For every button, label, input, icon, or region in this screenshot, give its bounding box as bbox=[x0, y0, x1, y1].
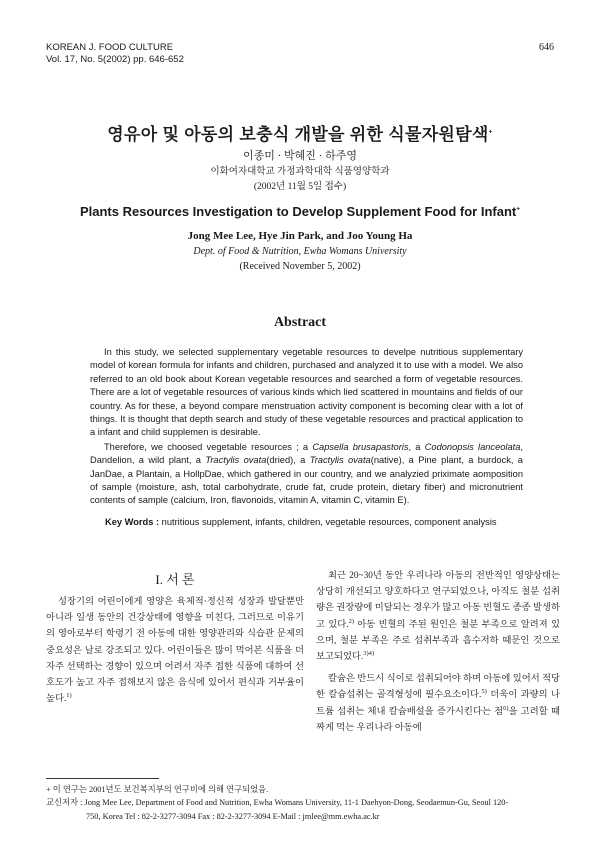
body-text: 최근 20~30년 동안 우리나라 아동의 전반적인 영양상태는 상당히 개선되고 양호하다고 연구되었으나, 아직도 철분 섭취량은 권장량에 미달되는 경우가 많고 아동 빈혈도 종종 발생하고 있다. bbox=[316, 571, 560, 630]
body-paragraph bbox=[46, 594, 304, 707]
korean-authors: 이종미 · 박혜진 · 하주영 bbox=[243, 150, 357, 162]
section-heading-introduction: I. 서 론 bbox=[155, 572, 195, 587]
abstract-paragraph-1: In this study, we selected supplementary vegetable resources to develpe nutritious supplementary model of korean formula for infants and children, purchased and analyzed it to use with a model. We also referred to an old book about Korean vegetable resources and searched a form of vegetable resources. There are a lot of vegetable resources of various kinds which lied scattered in mountains and fields of our country. As for these, a beyond compare menstruation activity component is becoming clear with a lot of things. It is thought that depth search and study of these vegetable resources and practical application to a infant and child supplemen is desirable. bbox=[90, 347, 523, 438]
english-title bbox=[0, 204, 600, 219]
abstract-text: , Dandelion, a wild plant, a bbox=[90, 441, 523, 466]
citation: 6) bbox=[503, 704, 509, 712]
footnote-divider bbox=[46, 778, 159, 779]
keywords-list: nutritious supplement, infants, children, vegetable resources, component analysis bbox=[159, 517, 497, 527]
body-text: 칼슘은 반드시 식이로 섭취되어야 하며 아동에 있어서 적당한 칼슘섭취는 골격형성에 필수요소이다. bbox=[316, 674, 560, 701]
journal-volume: Vol. 17, No. 5(2002) pp. 646-652 bbox=[46, 54, 184, 65]
footnote bbox=[46, 783, 560, 823]
abstract-text: (dried), a bbox=[266, 455, 310, 466]
english-received-date: (Received November 5, 2002) bbox=[239, 261, 361, 272]
citation: 2) bbox=[348, 617, 354, 625]
korean-title-text: 영유아 및 아동의 보충식 개발을 위한 식물자원탐색 bbox=[107, 125, 489, 144]
body-text: 성장기의 어린이에게 영양은 육체적·정신적 성장과 발달뿐만 아니라 일생 동안의 건강상태에 영향을 미친다. 그러므로 이유기의 영아로부터 학령기 전 아동에 대한 영양관리와 식습관 문제의 중요성은 날로 강조되고 있다. 어린이들은 많이 먹어본 식품을 더 자주 선택하는 경향이 있으며 어려서 자주 접한 식품에 대하여 선호도가 높고 자주 접해보지 않은 음식에 있어서 편식과 거부율이 높다. bbox=[46, 597, 304, 705]
citation: 5) bbox=[481, 688, 487, 696]
species-name: Tractylis ovata bbox=[205, 455, 267, 466]
page-number: 646 bbox=[539, 42, 554, 53]
abstract-text: Therefore, we choosed vegetable resources ; a bbox=[104, 441, 313, 452]
body-paragraph bbox=[316, 568, 560, 665]
korean-affiliation: 이화여자대학교 가정과학대학 식품영양학과 bbox=[210, 167, 390, 177]
corresponding-author: 교신저자 : Jong Mee Lee, Department of Food and Nutrition, Ewha Womans University, 11-1 Daehyon-Dong, Seodaemun-Gu, Seoul 120- bbox=[46, 798, 509, 808]
right-column bbox=[316, 568, 560, 736]
species-name: Codonopsis lanceolata bbox=[424, 441, 521, 452]
abstract-text: (native), a Pine plant, a burdock, a JanDae, a Plantain, a HollpDae, which gathered in our country, and we analyzied priximate aomposition of sample (moisture, ash, total carbohydrate, crude fat, crude protein, dietary fiber) and micronutrient contents of sample (calcium, Iron, flavonoids, vitamin A, vitamin C, vitamin E). bbox=[90, 455, 523, 506]
abstract-body bbox=[90, 346, 523, 508]
korean-title-mark: + bbox=[488, 128, 493, 136]
abstract-paragraph-2 bbox=[90, 441, 523, 508]
english-affiliation: Dept. of Food & Nutrition, Ewha Womans University bbox=[193, 246, 407, 257]
funding-note: + 이 연구는 2001년도 보건복지부의 연구비에 의해 연구되었음. bbox=[46, 785, 269, 794]
abstract-heading: Abstract bbox=[273, 315, 327, 330]
body-text: 을 고려할 때 짜게 먹는 우리나라 아동에 bbox=[316, 706, 560, 733]
english-title-mark: + bbox=[516, 205, 521, 213]
citation: 3)4) bbox=[363, 649, 375, 657]
journal-header bbox=[46, 42, 184, 66]
journal-name: KOREAN J. FOOD CULTURE bbox=[46, 42, 174, 53]
body-text: 더욱이 과량의 나트륨 섭취는 체내 칼슘배설을 증가시킨다는 점 bbox=[316, 690, 560, 717]
body-paragraph bbox=[316, 671, 560, 736]
body-text: 아동 빈혈의 주된 원인은 철분 부족으로 알려져 있으며, 철분 부족은 주로 섭취부족과 흡수저하 때문인 것으로 보고되었다. bbox=[316, 619, 561, 663]
english-title-text: Plants Resources Investigation to Develop Supplement Food for Infant bbox=[79, 204, 517, 219]
species-name: Tractylis ovata bbox=[309, 455, 371, 466]
korean-received-date: (2002년 11월 5일 접수) bbox=[253, 182, 347, 192]
keywords bbox=[105, 517, 497, 527]
english-authors: Jong Mee Lee, Hye Jin Park, and Joo Young Ha bbox=[187, 230, 413, 242]
corresponding-author-contact: 750, Korea Tel : 82-2-3277-3094 Fax : 82-2-3277-3094 E-Mail : jmlee@mm.ewha.ac.kr bbox=[86, 811, 380, 821]
citation: 1) bbox=[66, 692, 72, 700]
left-column bbox=[46, 594, 304, 707]
abstract-text: , a bbox=[408, 441, 425, 452]
korean-title bbox=[0, 120, 600, 145]
keywords-label: Key Words : bbox=[105, 517, 160, 527]
species-name: Capsella brusapastoris bbox=[312, 441, 409, 452]
